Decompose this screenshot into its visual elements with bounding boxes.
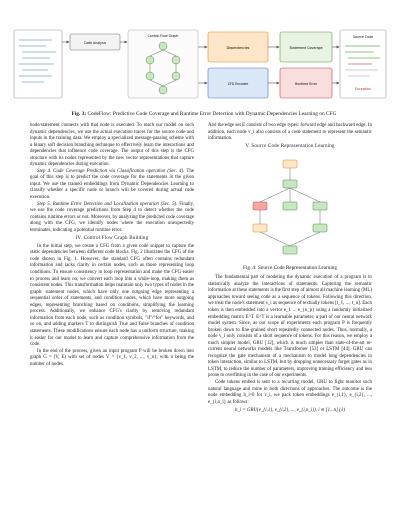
cfg-label: Control-Flow Graph <box>147 34 179 38</box>
node-7 <box>313 224 327 232</box>
figure-3-caption <box>34 111 374 117</box>
figure-3-caption-text: CodeFlow: Predictive Code Coverage and Runtime Error Detection with Dynamic Dependencies Learning on CFG <box>87 111 337 117</box>
equation-1-body: h_i = GRU(e_{i,1}, e_{i,2}, ..., e_{i,n_i}), i ∈ [1...n] <box>235 408 339 414</box>
section-v-title: V. Source Code Representation Learning <box>245 144 335 150</box>
node-2 <box>283 180 297 188</box>
equation-1-number: (1) <box>339 408 345 414</box>
right-paragraph-3: Code tokens embed is sent to a recurring model, GRU to fight monitor such natural language and mine in both directions of approaches. The outcome is the node embedding h_i^0 for v_i, we pack token embeddings e_{i,1}, e_{i,2}, ..., e_{i,n_i} as follows: <box>208 379 372 405</box>
step5-title: Step 5. Runtime Error Detection and Localization operation (Sec. 5). <box>37 201 178 207</box>
right-paragraph-2: The fundamental part of modeling the dynamic execution of a program is to statistically analyze the interactions of statements. Capturing the semantic information at these statements is the first step of almost all machine learning (ML) approaches toward seeing code as a sequence of tokens. Following this direction, we treat the node's statement s_i as sequence of textually tokens [t_1, ..., t_n]. Each token is then embedded into a vector e_1 ... e_{n_p} using a randomly initialized embedding matrix E^T. E^T is a learnable parameter, a part of our neural network model system. Since, as our scope of experiments each program P is frequently broken down to fine-grained short repeatedly connected nodes. Thus, normally, a node v_i only consists of a short sequence of tokens. For this reason, we employ a much simpler model, GRU [12], which is much simpler than state-of-the-art re-current neural networks models like Transformer [53] or LSTM [44]. GRU can recognize the gate mechanism of a mechanism to model long dependencies in token interaction, similar to LSTM, but by dropping unnecessary forget gates as in LSTM, to reduce the number of parameters, improving training efficiency and less prone to overfitting in the case of our experiments. <box>208 275 372 379</box>
node-5 <box>313 202 327 210</box>
statement-coverage-label: Statement Coverage <box>289 46 323 50</box>
node-8 <box>283 246 297 254</box>
figure-3-label: Fig. 3: <box>71 111 87 117</box>
left-column <box>30 123 194 368</box>
step5-text: Finally, we use the code coverage predictions from Step 4 to detect whether the code contains runtime errors or not. Moreover, by analyzing the predicted code coverage along with the CFG, we identify nodes where the execution unexpectedly terminates, indicating a potential runtime error. <box>30 201 194 233</box>
node-4 <box>283 202 297 210</box>
node-6 <box>253 224 267 232</box>
step4-title: Step 4. Code Coverage Prediction via Classification operation (Sec. 4). <box>37 168 185 174</box>
section-iv-title: IV. Control Flow Graph Building <box>75 235 149 241</box>
representation-figure <box>230 154 350 264</box>
code-analysis-label: Code Analysis <box>83 41 107 45</box>
source-code-label: Source Code <box>352 35 374 39</box>
right-paragraph-1: And the edge set E consists of two edge types: forward edge and backward edge. In addition, each node v_i also consists of a code statement to represent the semantic information. <box>208 123 372 142</box>
pipeline-figure <box>10 24 390 104</box>
figure-4-caption: Fig. 4: Source Code Representation Learning <box>243 264 337 271</box>
right-column <box>208 123 372 415</box>
step4-text: The goal of this step is to predict the code coverage for the statements in the given input. We use the trained embeddings from Dynamic Dependencies Learning to classify whether a specific node or branch will be covered during actual code execution. <box>30 168 194 201</box>
left-paragraph-1: node/statement connects with that node is executed. To reach our model on such dynamic dependencies, we use the actual execution traces for the source code and inputs in the training data. We employ a specialized message-passing scheme with a binary soft decision branching technique to effectively learn the interactions and dependencies that influence code coverage. The output of this step is the CFG structure with its nodes represented by the new vector representations that capture dynamic dependencies during execution. <box>30 123 194 168</box>
dependencies-label: Dependencies <box>226 46 250 50</box>
cfg-graph <box>128 30 198 98</box>
left-paragraph-2: In the initial step, we create a CFG from a given code snippet to capture the static dependencies between different code blocks. Fig. 2 illustrates the CFG of the code shown in Fig. 1. However, the standard CFG often contains redundant information and lacks clarity in certain nodes, such as those representing loop conditions. To ensure consistency in loop representation and make the CFG easier to process and learn on, we convert each loop into a while-loop, making them as consistent nodes. This transformation helps maintain only two types of nodes in the graph: statement nodes, which have only one outgoing edge representing a sequential order of statements, and condition nodes, which have more outgoing edges, representing branching based on conditions, simplifying the learning process. Additionally, we enhance CFG's clarity by removing redundant information from each node, such as condition symbols, "if"/"for" keywords, and so on, and adding markers T to distinguish True and False branches of condition statements. These modifications ensure each node has a uniform structure, making it easier for our model to learn and capture comprehensive information from the code. <box>30 243 194 348</box>
node-3 <box>253 202 267 210</box>
node-root <box>283 160 297 168</box>
equation-1 <box>208 408 372 415</box>
exception-label: Exception <box>355 87 371 91</box>
left-paragraph-3: In the end of the process, given an input program P will be broken down into graph G = (V, E) with set of nodes V = {v_1, v_2, ..., v_n}, with n being the number of nodes. <box>30 348 194 367</box>
runtime-error-label: Runtime Error <box>294 82 318 86</box>
cfg-encoder-label: CFG Encoder <box>227 82 249 86</box>
